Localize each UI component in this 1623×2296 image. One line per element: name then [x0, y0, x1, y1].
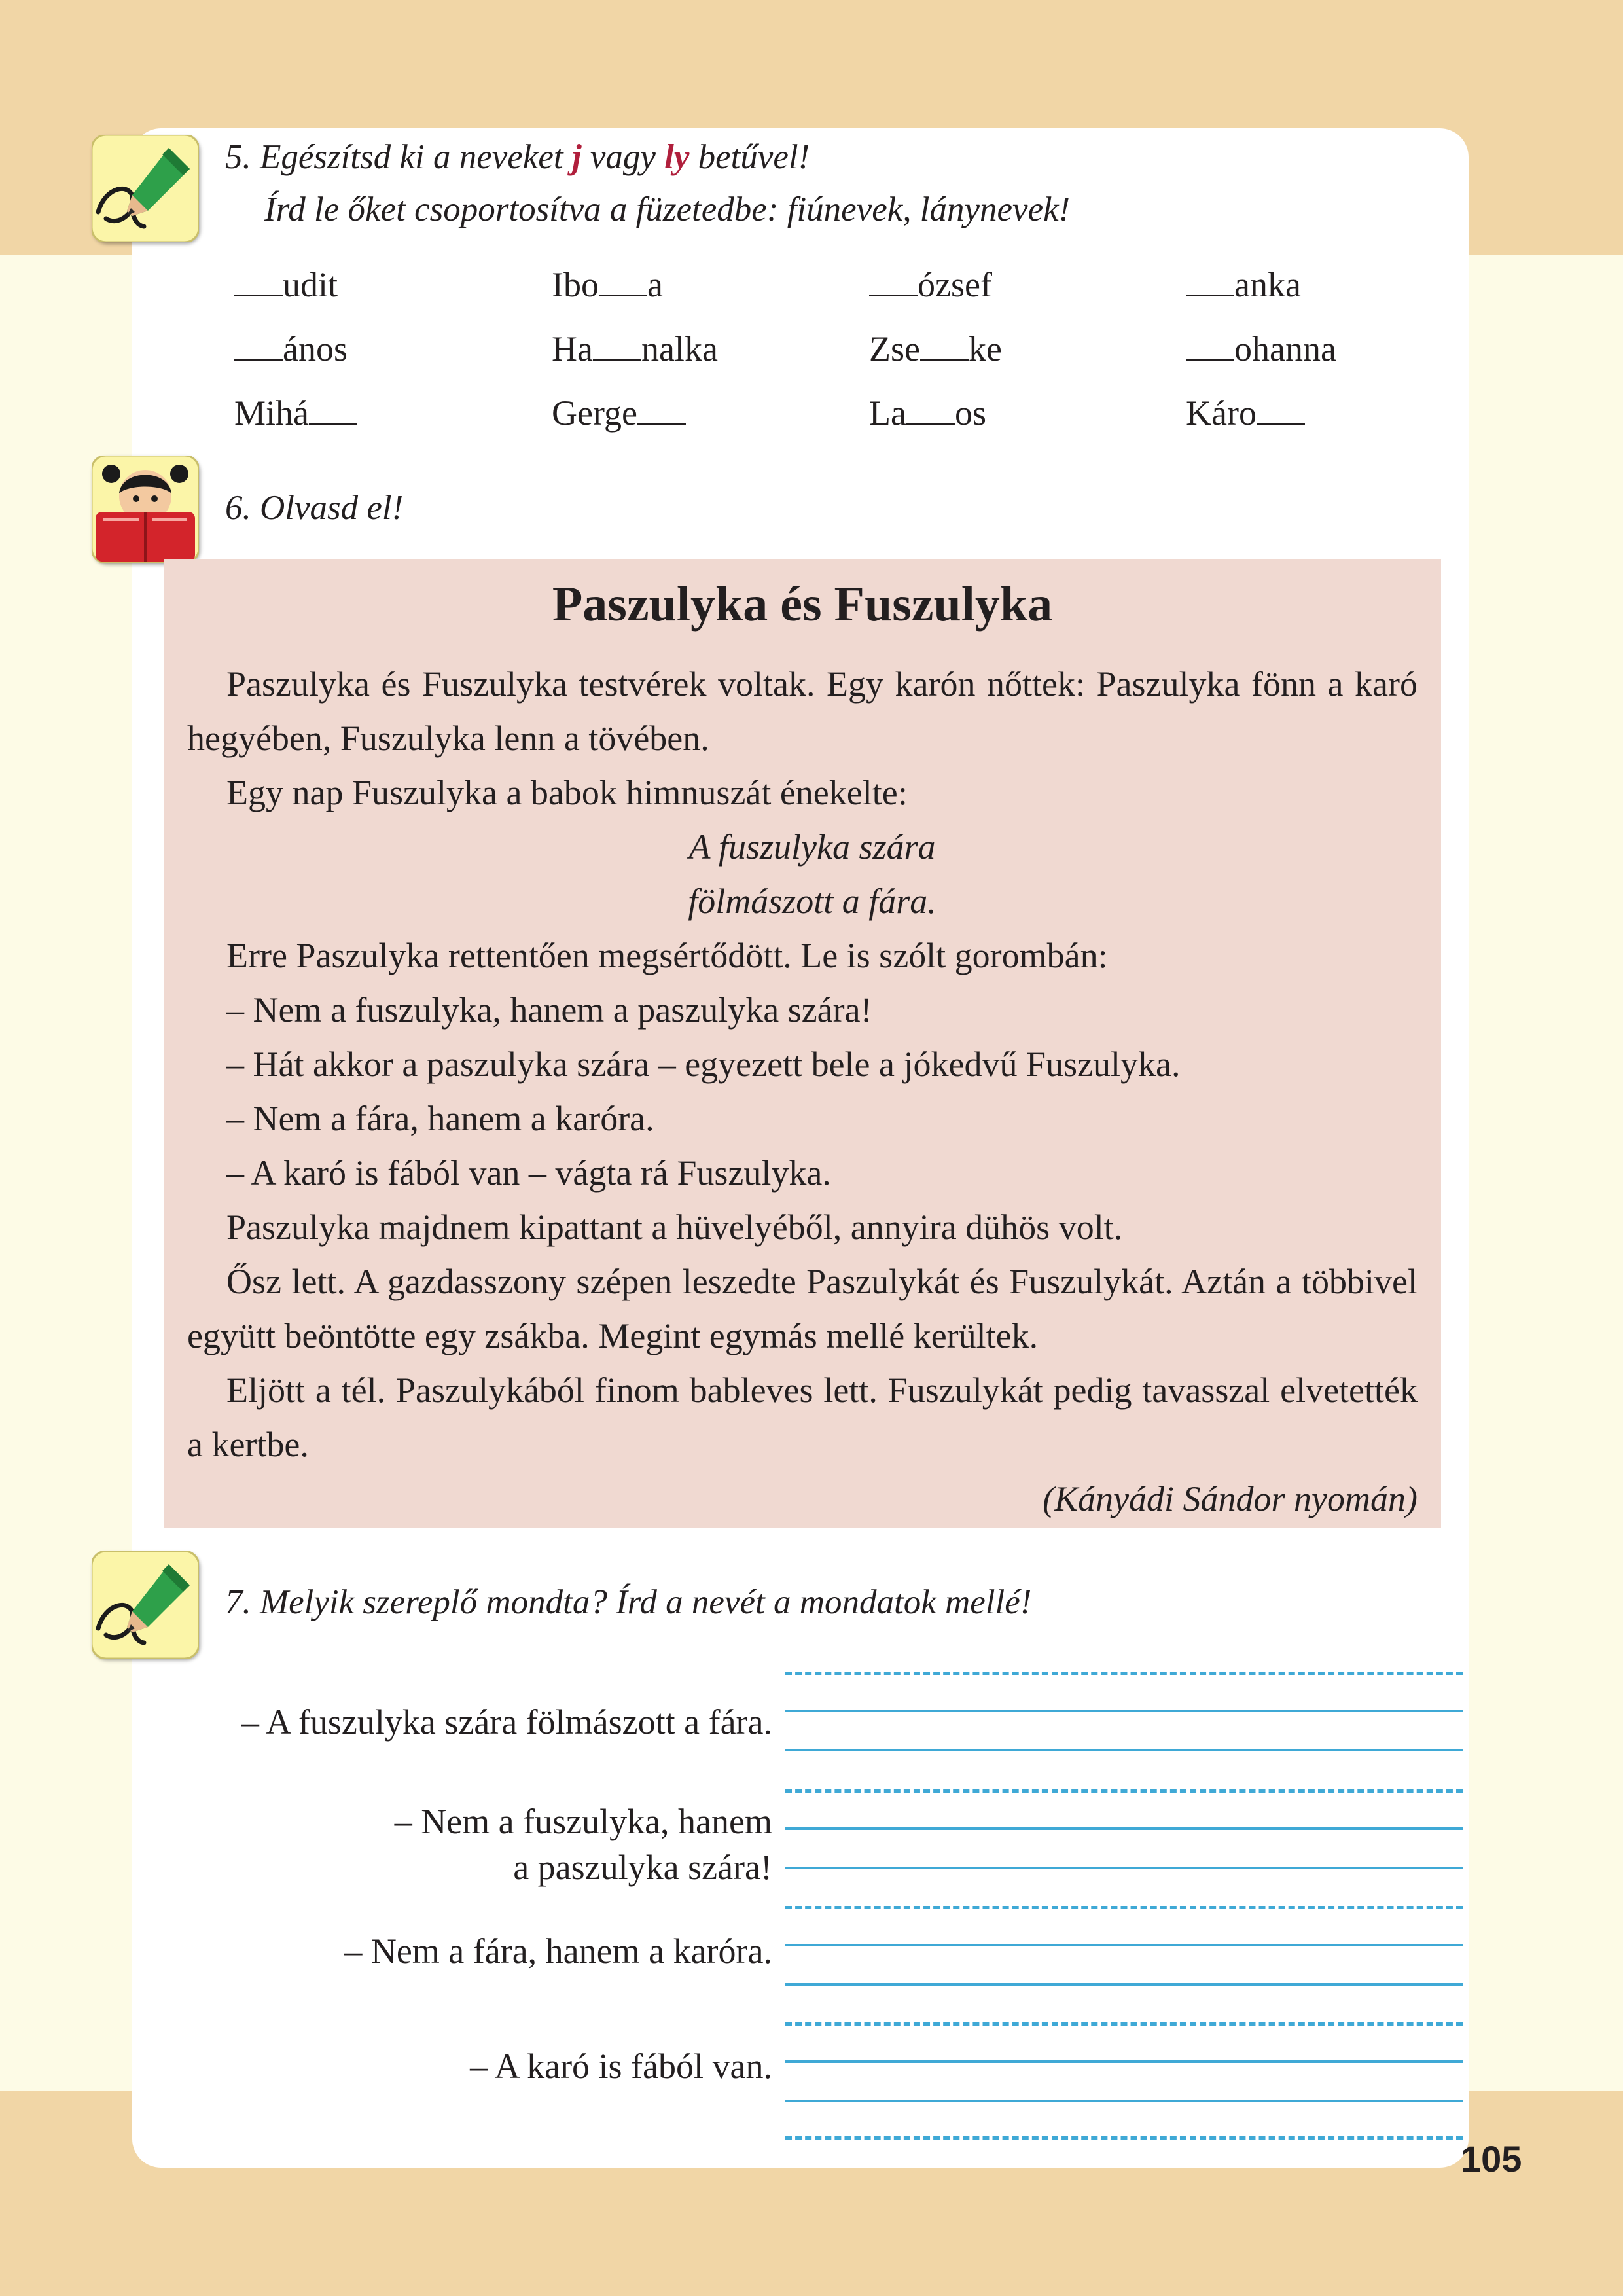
writing-line-dashed — [785, 1906, 1463, 1909]
blank-gap[interactable] — [1186, 268, 1234, 296]
story-title: Paszulyka és Fuszulyka — [552, 577, 1053, 632]
blank-gap[interactable] — [234, 268, 283, 296]
task5-subtitle: Írd le őket csoportosítva a füzetedbe: fiúnevek, lánynevek! — [264, 190, 1071, 228]
story-paragraph: – Hát akkor a paszulyka szára – egyezett bele a jókedvű Fuszulyka. — [226, 1045, 1181, 1084]
name-item: Gerge — [552, 393, 866, 433]
story-credit: (Kányádi Sándor nyomán) — [1043, 1479, 1418, 1518]
blank-gap[interactable] — [234, 332, 283, 361]
story-paragraph: – A karó is fából van – vágta rá Fuszulyka. — [226, 1153, 831, 1193]
name-item: Zse ke — [869, 329, 1002, 368]
pencil-writing-icon — [92, 1551, 199, 1659]
blank-gap[interactable] — [599, 268, 647, 296]
story-text — [187, 657, 1418, 1526]
quote-line: a paszulyka szára! — [513, 1848, 772, 1887]
writing-line — [785, 1867, 1463, 1869]
writing-line — [785, 1827, 1463, 1830]
writing-line-dashed — [785, 1789, 1463, 1793]
blank-gap[interactable] — [920, 332, 969, 361]
name-item: ózsef — [869, 264, 1183, 305]
writing-line — [785, 1944, 1463, 1946]
name-item: ános — [234, 329, 548, 369]
name-item: Mihá — [234, 393, 548, 433]
blank-gap[interactable] — [593, 332, 641, 361]
name-item: anka — [1186, 264, 1500, 305]
name-item: udit — [234, 264, 548, 305]
writing-line-dashed — [785, 2136, 1463, 2140]
name-item: Káro — [1186, 393, 1500, 433]
story-paragraph: Egy nap Fuszulyka a babok himnuszát énekelte: — [226, 773, 908, 812]
name-item: Ha nalka — [552, 329, 718, 368]
task6-title: 6. Olvasd el! — [225, 489, 404, 527]
name-item: ohanna — [1186, 329, 1500, 369]
pencil-writing-icon — [92, 135, 199, 242]
quote-line: – Nem a fuszulyka, hanem — [394, 1802, 772, 1841]
blank-gap[interactable] — [1186, 332, 1234, 361]
letter-j: j — [571, 138, 582, 176]
quote-line: – A karó is fából van. — [470, 2047, 772, 2086]
name-item: Ibo a — [552, 265, 663, 304]
writing-line-dashed — [785, 1672, 1463, 1675]
story-paragraph: – Nem a fára, hanem a karóra. — [226, 1099, 654, 1138]
quote-line: – A fuszulyka szára fölmászott a fára. — [241, 1702, 772, 1742]
poem-line: fölmászott a fára. — [688, 882, 936, 921]
letter-ly: ly — [664, 138, 690, 176]
story-paragraph: Eljött a tél. Paszulykából finom bableves lett. Fuszulykát pedig tavasszal elvetették a kertbe. — [187, 1371, 1418, 1464]
writing-line — [785, 1710, 1463, 1712]
poem-line: A fuszulyka szára — [688, 827, 936, 867]
blank-gap[interactable] — [637, 396, 686, 425]
story-paragraph: Paszulyka majdnem kipattant a hüvelyéből, annyira dühös volt. — [226, 1208, 1123, 1247]
name-item: La os — [869, 393, 986, 433]
story-paragraph: Paszulyka és Fuszulyka testvérek voltak. Egy karón nőttek: Paszulyka fönn a karó hegyében, Fuszulyka lenn a tövében. — [187, 664, 1418, 758]
task5-title: 5. Egészítsd ki a neveket j vagy ly betűvel! — [225, 138, 810, 176]
girl-reading-book-icon — [92, 456, 199, 563]
task7-title: 7. Melyik szereplő mondta? Írd a nevét a mondatok mellé! — [225, 1583, 1032, 1621]
quote-line: – Nem a fára, hanem a karóra. — [344, 1931, 772, 1971]
blank-gap[interactable] — [906, 396, 955, 425]
blank-gap[interactable] — [309, 396, 357, 425]
story-paragraph: – Nem a fuszulyka, hanem a paszulyka szára! — [226, 990, 872, 1030]
writing-line — [785, 1749, 1463, 1751]
page-number: 105 — [1461, 2138, 1522, 2179]
blank-gap[interactable] — [869, 268, 918, 296]
writing-line — [785, 2060, 1463, 2063]
story-box — [164, 559, 1441, 1528]
writing-line-dashed — [785, 2022, 1463, 2026]
blank-gap[interactable] — [1257, 396, 1305, 425]
writing-line — [785, 1983, 1463, 1986]
story-paragraph: Ősz lett. A gazdasszony szépen leszedte Paszulykát és Fuszulykát. Aztán a többivel együtt beöntötte egy zsákba. Megint egymás mellé kerültek. — [187, 1262, 1418, 1355]
story-paragraph: Erre Paszulyka rettentően megsértődött. Le is szólt gorombán: — [226, 936, 1108, 975]
writing-line — [785, 2100, 1463, 2102]
